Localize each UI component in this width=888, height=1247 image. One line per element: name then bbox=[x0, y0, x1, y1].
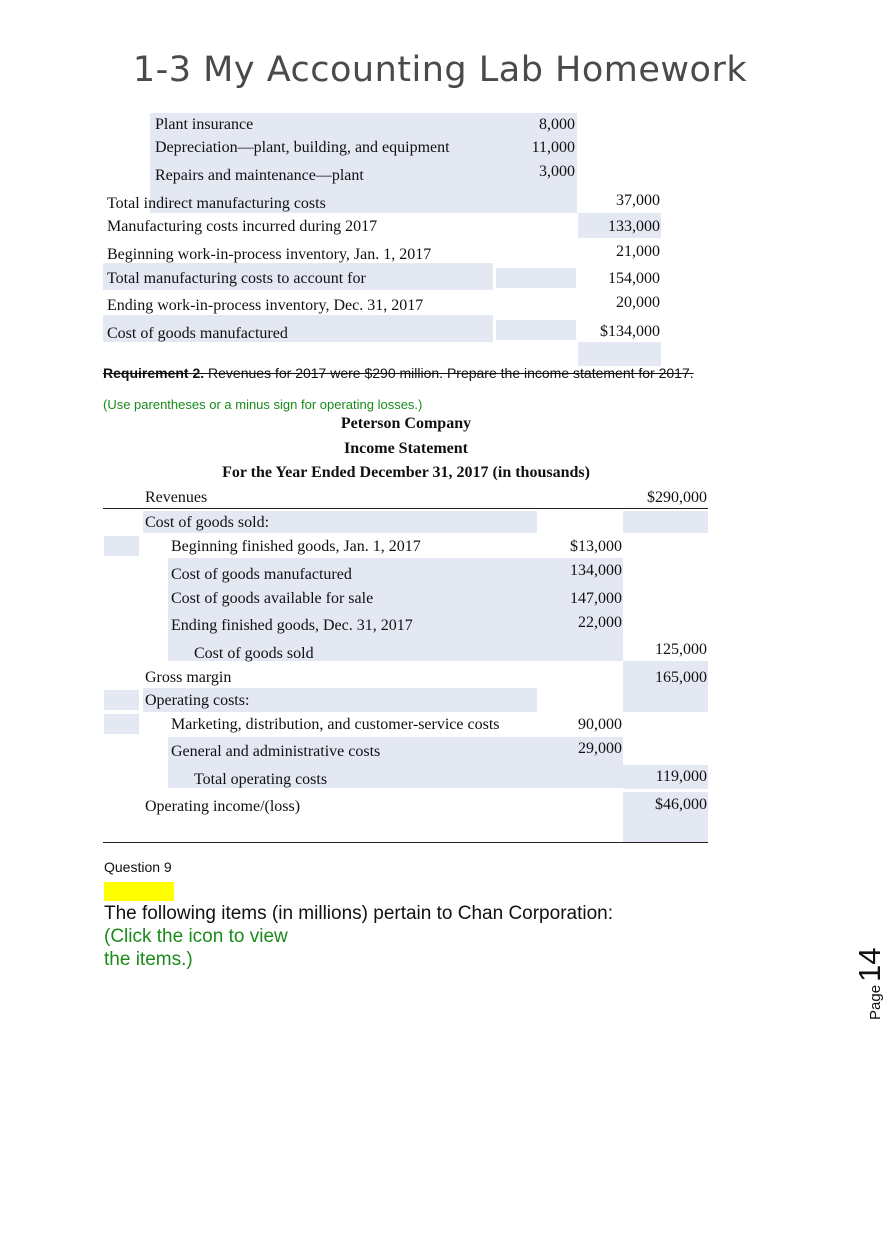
overhead-label-1: Plant insurance bbox=[155, 116, 254, 133]
opcost-total-label: Total operating costs bbox=[194, 771, 328, 788]
cogm-label-2: Manufacturing costs incurred during 2017 bbox=[107, 218, 378, 235]
cogm-label-3: Beginning work-in-process inventory, Jan. 1, 2017 bbox=[107, 246, 432, 263]
statement-top-rule bbox=[103, 508, 708, 509]
question-label: Question 9 bbox=[104, 859, 172, 875]
cogs-label-4: Ending finished goods, Dec. 31, 2017 bbox=[171, 617, 413, 634]
cogs-label-2: Cost of goods manufactured bbox=[171, 566, 352, 583]
opcost-label-1: Marketing, distribution, and customer-service costs bbox=[171, 716, 500, 733]
revenues-label: Revenues bbox=[145, 489, 208, 506]
cogm-label-6: Cost of goods manufactured bbox=[107, 325, 288, 342]
cogs-label-3: Cost of goods available for sale bbox=[171, 590, 374, 607]
opcost-amount-2: 29,000 bbox=[578, 740, 622, 757]
cogs-amount-1: $13,000 bbox=[570, 538, 622, 555]
cogm-label-1: Total indirect manufacturing costs bbox=[107, 195, 326, 212]
cogs-amount-2: 134,000 bbox=[570, 562, 622, 579]
overhead-label-2: Depreciation—plant, building, and equipment bbox=[155, 139, 450, 156]
gross-margin-amount: 165,000 bbox=[655, 669, 707, 686]
page-number: 14 bbox=[852, 947, 887, 982]
op-income-label: Operating income/(loss) bbox=[145, 798, 301, 815]
company-name: Peterson Company bbox=[340, 415, 472, 432]
statement-name: Income Statement bbox=[344, 440, 468, 457]
view-items-link-line2[interactable]: the items.) bbox=[104, 949, 193, 970]
page-title: 1-3 My Accounting Lab Homework bbox=[132, 50, 748, 90]
op-income-amount: $46,000 bbox=[655, 796, 707, 813]
opcost-amount-1: 90,000 bbox=[578, 716, 622, 733]
opcost-header: Operating costs: bbox=[145, 692, 250, 709]
cogm-label-5: Ending work-in-process inventory, Dec. 31, 2017 bbox=[107, 297, 424, 314]
opcost-label-2: General and administrative costs bbox=[171, 743, 381, 760]
cogs-amount-3: 147,000 bbox=[570, 590, 622, 607]
is-shade-left-3 bbox=[104, 714, 139, 734]
is-shade-left-1 bbox=[104, 536, 139, 556]
cogm-shade-e bbox=[496, 320, 576, 340]
question-text: The following items (in millions) pertain to Chan Corporation: bbox=[104, 903, 614, 924]
is-shade-left-2 bbox=[104, 690, 139, 710]
cogm-shade-c bbox=[496, 268, 576, 288]
answer-highlight bbox=[104, 882, 174, 901]
requirement-label: Requirement 2. bbox=[103, 365, 205, 381]
page-word: Page bbox=[867, 984, 884, 1020]
overhead-amount-2: 11,000 bbox=[531, 139, 575, 156]
gross-margin-label: Gross margin bbox=[145, 669, 232, 686]
requirement-body: Revenues for 2017 were $290 million. Prepare the income statement for 2017. bbox=[204, 365, 694, 381]
cogs-label-1: Beginning finished goods, Jan. 1, 2017 bbox=[171, 538, 421, 555]
statement-period: For the Year Ended December 31, 2017 (in thousands) bbox=[222, 464, 590, 481]
requirement-hint: (Use parentheses or a minus sign for operating losses.) bbox=[103, 397, 423, 412]
cogm-amount-2: 133,000 bbox=[608, 218, 660, 235]
cogs-total-amount: 125,000 bbox=[655, 641, 707, 658]
overhead-amount-3: 3,000 bbox=[539, 163, 575, 180]
cogs-total-label: Cost of goods sold bbox=[194, 645, 314, 662]
cogm-amount-1: 37,000 bbox=[616, 192, 660, 209]
overhead-amount-1: 8,000 bbox=[539, 116, 575, 133]
cogs-header: Cost of goods sold: bbox=[145, 514, 270, 531]
statement-bottom-rule bbox=[103, 842, 708, 843]
cogm-amount-3: 21,000 bbox=[616, 243, 660, 260]
page-footer bbox=[852, 947, 888, 1020]
cogm-label-4: Total manufacturing costs to account for bbox=[107, 270, 366, 287]
cogs-amount-4: 22,000 bbox=[578, 614, 622, 631]
overhead-label-3: Repairs and maintenance—plant bbox=[155, 167, 364, 184]
cogm-amount-5: 20,000 bbox=[616, 294, 660, 311]
cogm-amount-4: 154,000 bbox=[608, 270, 660, 287]
cogm-amount-6: $134,000 bbox=[600, 323, 660, 340]
view-items-link-line1[interactable]: (Click the icon to view bbox=[104, 926, 288, 947]
opcost-total-amount: 119,000 bbox=[655, 768, 707, 785]
revenues-amount: $290,000 bbox=[647, 489, 707, 506]
is-shade-cogs-right bbox=[623, 511, 708, 533]
requirement-text bbox=[103, 363, 694, 383]
